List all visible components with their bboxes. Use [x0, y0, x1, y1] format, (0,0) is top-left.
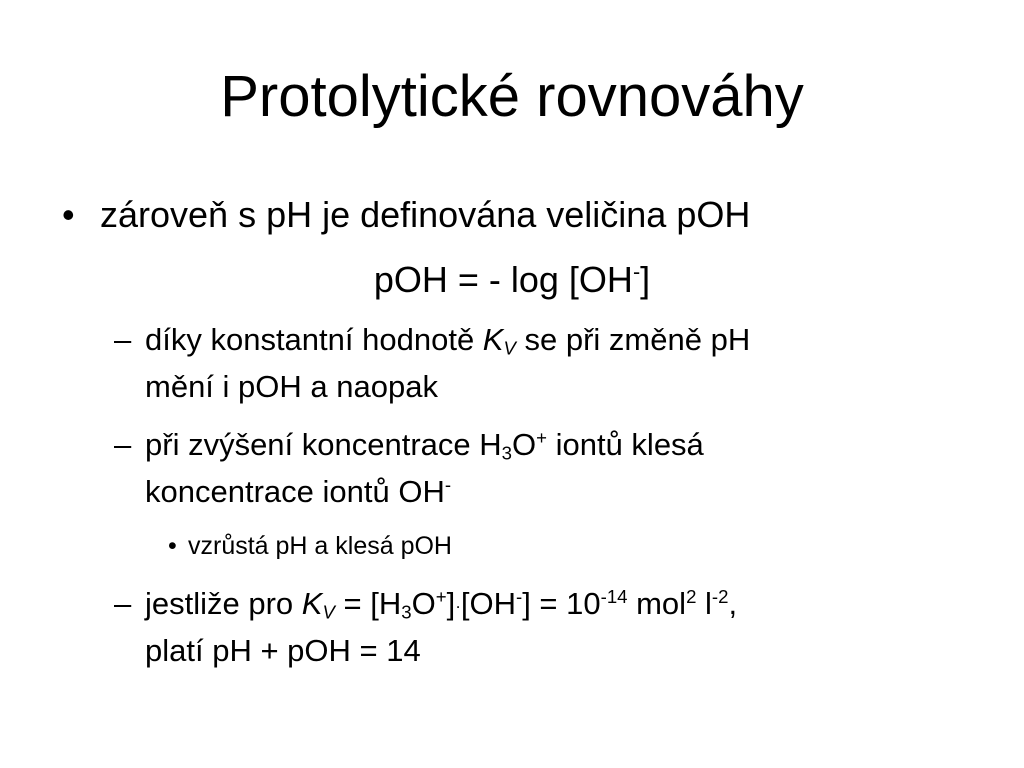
formula-poh: pOH = - log [OH-]: [373, 259, 651, 300]
slide-title: Protolytické rovnováhy: [220, 64, 804, 129]
dash-item-3-line-1: jestliže pro $K_V = [H_3O^+]\cdot[OH^-] = 10^{-14}$ mol$^2$ $l^{-2}$,: [145, 585, 738, 623]
sub-bullet-text: vzrůstá pH a klesá pOH: [188, 532, 452, 560]
bullet-marker: •: [62, 194, 75, 235]
dash-item-3-line-2: platí pH + pOH = 14: [145, 633, 421, 668]
dash-marker: –: [114, 586, 132, 621]
dash-item-2-line-2: koncentrace iontů OH-: [145, 473, 452, 509]
dash-item-1-line-1: díky konstantní hodnotě $K_V$ se při změně pH: [145, 322, 751, 359]
dash-marker: –: [114, 427, 132, 462]
dash-marker: –: [114, 322, 132, 357]
bullet-text-poh-definition: zároveň s pH je definována veličina pOH: [100, 194, 751, 235]
dash-item-2-line-1: při zvýšení koncentrace $H_3O^+$ iontů klesá: [145, 426, 704, 464]
dash-item-1-line-2: mění i pOH a naopak: [145, 369, 438, 404]
small-bullet-marker: •: [168, 532, 177, 560]
